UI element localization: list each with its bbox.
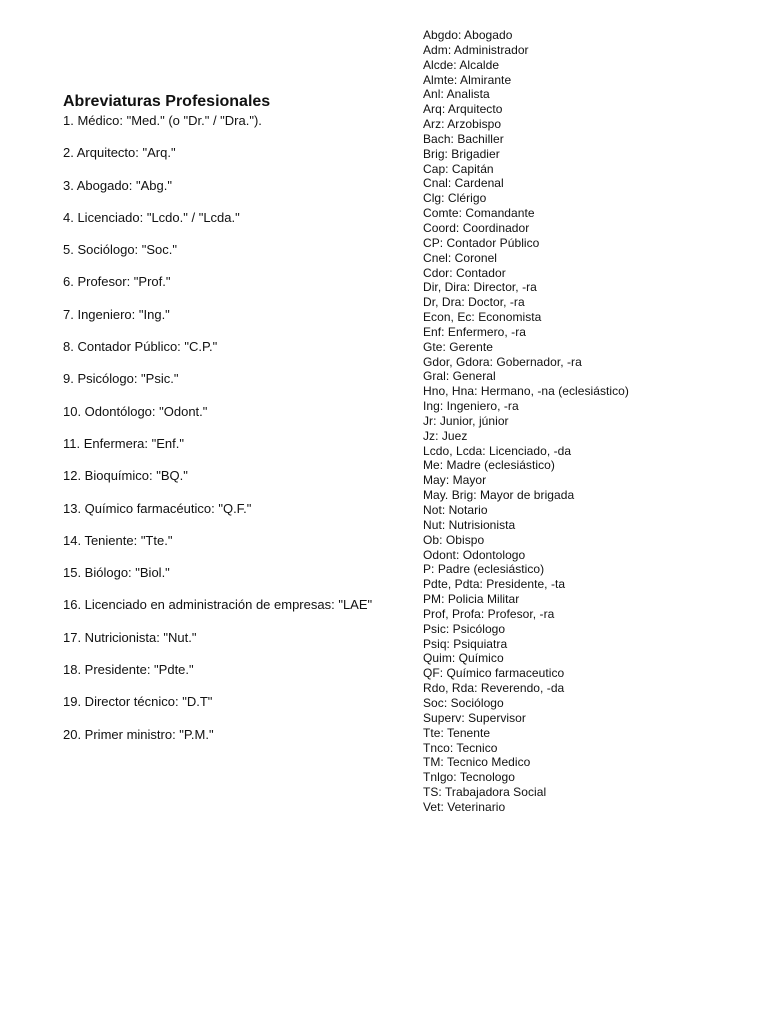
numbered-item: 1. Médico: "Med." (o "Dr." / "Dra."). [63, 113, 262, 128]
abbreviation-item: Psiq: Psiquiatra [423, 636, 508, 651]
abbreviation-item: Econ, Ec: Economista [423, 310, 542, 325]
numbered-item: 3. Abogado: "Abg." [63, 177, 172, 193]
numbered-item: 5. Sociólogo: "Soc." [63, 242, 178, 258]
numbered-item: 4. Licenciado: "Lcdo." / "Lcda." [63, 209, 240, 225]
numbered-list [63, 113, 403, 743]
abbreviation-item: Abgdo: Abogado [423, 28, 513, 42]
abbreviation-item: Dir, Dira: Director, -ra [423, 280, 537, 295]
numbered-item: 11. Enfermera: "Enf." [63, 435, 184, 451]
abbreviation-item: Superv: Supervisor [423, 710, 526, 725]
abbreviation-item: May. Brig: Mayor de brigada [423, 488, 575, 503]
abbreviation-item: Not: Notario [423, 503, 488, 517]
abbreviation-item: PM: Policia Militar [423, 592, 520, 607]
abbreviation-list [423, 28, 753, 815]
abbreviation-item: Cap: Capitán [423, 161, 494, 176]
abbreviation-item: Rdo, Rda: Reverendo, -da [423, 681, 565, 696]
abbreviation-item: Jr: Junior, júnior [423, 413, 509, 428]
abbreviation-item: Soc: Sociólogo [423, 695, 504, 710]
abbreviation-item: CP: Contador Público [423, 235, 540, 250]
abbreviation-item: Psic: Psicólogo [423, 621, 506, 636]
abbreviation-item: Alcde: Alcalde [423, 57, 500, 72]
abbreviation-item: Pdte, Pdta: Presidente, -ta [423, 577, 566, 592]
abbreviation-item: Gral: General [423, 369, 496, 384]
abbreviation-item: Lcdo, Lcda: Licenciado, -da [423, 443, 572, 458]
abbreviation-item: Tnco: Tecnico [423, 740, 498, 755]
abbreviation-item: Arz: Arzobispo [423, 117, 502, 132]
abbreviation-item: Adm: Administrador [423, 42, 529, 57]
numbered-item: 13. Químico farmacéutico: "Q.F." [63, 500, 252, 516]
abbreviation-item: May: Mayor [423, 473, 487, 488]
abbreviation-item: Quim: Químico [423, 651, 504, 666]
numbered-item: 14. Teniente: "Tte." [63, 532, 173, 548]
abbreviation-item: Clg: Clérigo [423, 191, 487, 206]
numbered-item: 6. Profesor: "Prof." [63, 274, 171, 290]
numbered-item: 20. Primer ministro: "P.M." [63, 726, 214, 742]
abbreviation-item: Vet: Veterinario [423, 799, 506, 814]
abbreviation-item: TM: Tecnico Medico [423, 755, 531, 770]
abbreviation-item: Arq: Arquitecto [423, 102, 503, 117]
numbered-item: 7. Ingeniero: "Ing." [63, 306, 170, 322]
numbered-item: 18. Presidente: "Pdte." [63, 662, 194, 678]
numbered-item: 2. Arquitecto: "Arq." [63, 145, 176, 161]
abbreviation-item: Hno, Hna: Hermano, -na (eclesiástico) [423, 384, 629, 399]
abbreviation-item: Odont: Odontologo [423, 547, 526, 562]
abbreviation-item: Cnel: Coronel [423, 250, 498, 265]
abbreviation-section [423, 28, 753, 815]
abbreviation-item: Dr, Dra: Doctor, -ra [423, 295, 525, 310]
numbered-item: 9. Psicólogo: "Psic." [63, 371, 179, 387]
abbreviation-item: Gdor, Gdora: Gobernador, -ra [423, 354, 582, 369]
abbreviation-item: Anl: Analista [423, 87, 490, 102]
abbreviation-item: Nut: Nutrisionista [423, 517, 516, 532]
abbreviation-item: Gte: Gerente [423, 339, 493, 354]
abbreviation-item: P: Padre (eclesiástico) [423, 562, 545, 577]
numbered-item: 10. Odontólogo: "Odont." [63, 403, 208, 419]
abbreviation-item: Almte: Almirante [423, 72, 512, 87]
abbreviation-item: Ob: Obispo [423, 532, 485, 547]
numbered-item: 19. Director técnico: "D.T" [63, 694, 213, 710]
abbreviation-item: Tte: Tenente [423, 725, 491, 740]
numbered-section [63, 92, 403, 759]
abbreviation-item: Bach: Bachiller [423, 131, 504, 146]
abbreviation-item: Enf: Enfermero, -ra [423, 324, 526, 339]
abbreviation-item: Brig: Brigadier [423, 146, 500, 161]
numbered-item: 8. Contador Público: "C.P." [63, 339, 218, 355]
numbered-item: 16. Licenciado en administración de empresas: "LAE" [63, 597, 373, 613]
abbreviation-item: QF: Químico farmaceutico [423, 666, 565, 681]
numbered-item: 15. Biólogo: "Biol." [63, 565, 170, 581]
abbreviation-item: Tnlgo: Tecnologo [423, 770, 515, 785]
abbreviation-item: Ing: Ingeniero, -ra [423, 399, 519, 414]
abbreviation-item: Me: Madre (eclesiástico) [423, 458, 555, 473]
abbreviation-item: Coord: Coordinador [423, 220, 530, 235]
abbreviation-item: Comte: Comandante [423, 206, 535, 221]
document-title: Abreviaturas Profesionales [63, 93, 271, 110]
numbered-item: 12. Bioquímico: "BQ." [63, 468, 188, 484]
abbreviation-item: Jz: Juez [423, 428, 468, 443]
abbreviation-item: Cnal: Cardenal [423, 176, 504, 191]
numbered-item: 17. Nutricionista: "Nut." [63, 629, 197, 645]
abbreviation-item: Prof, Profa: Profesor, -ra [423, 606, 555, 621]
abbreviation-item: Cdor: Contador [423, 265, 506, 280]
abbreviation-item: TS: Trabajadora Social [423, 785, 547, 800]
